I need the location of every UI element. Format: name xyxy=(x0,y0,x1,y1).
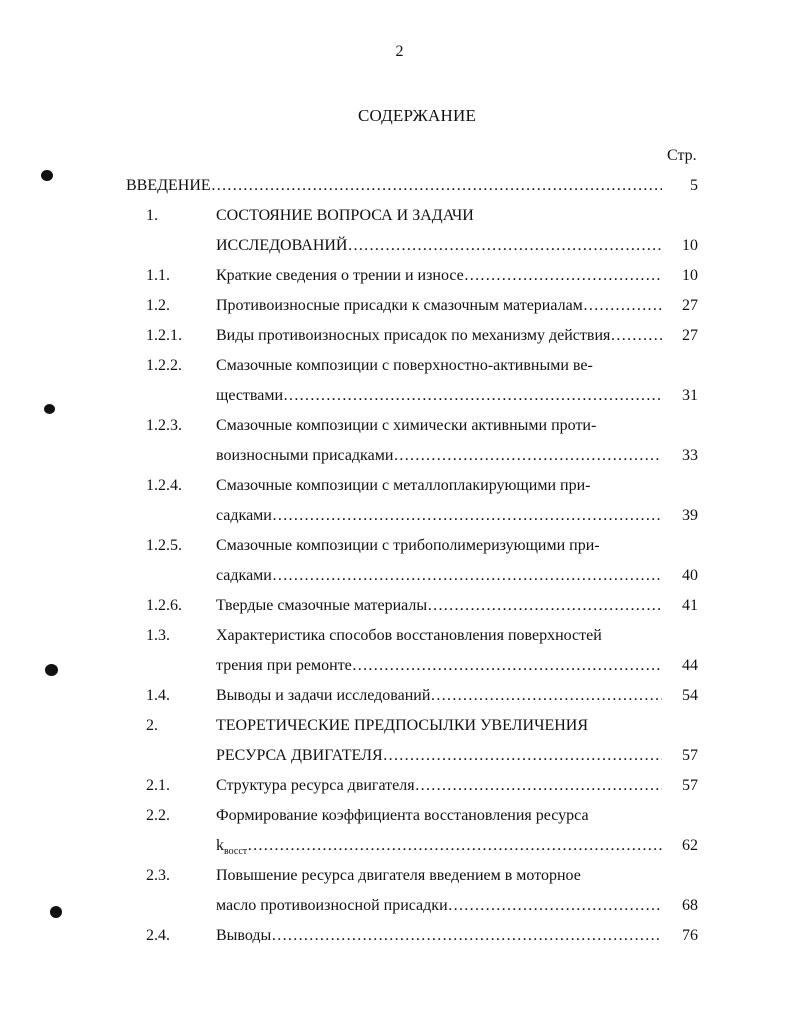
toc-entry-title: Формирование коэффициента восстановления ресурса xyxy=(216,807,589,824)
toc-entry-text: ществами xyxy=(216,387,284,404)
toc-entry-page: 62 xyxy=(682,837,698,854)
toc-entry-text: Противоизносные присадки к смазочным материалам xyxy=(216,297,583,314)
toc-entry-text: Выводы и задачи исследований xyxy=(216,687,431,704)
toc-entry-title xyxy=(216,656,662,676)
toc-entry-text: Виды противоизносных присадок по механизму действия xyxy=(216,327,611,344)
dot-leader xyxy=(448,896,662,916)
toc-entry-page: 41 xyxy=(682,597,698,614)
toc-entry-title xyxy=(216,326,662,346)
scan-speck xyxy=(50,906,62,918)
page-number: 2 xyxy=(395,43,404,60)
dot-leader xyxy=(427,596,662,616)
toc-entry-number: 1.2.6. xyxy=(146,597,182,614)
toc-entry-text: $k_{восст}$ xyxy=(216,837,248,858)
toc-entry-number: 1. xyxy=(146,207,158,224)
toc-entry-page: 57 xyxy=(682,747,698,764)
toc-entry-number: 1.3. xyxy=(146,627,170,644)
dot-leader xyxy=(430,686,662,706)
toc-entry-text: ИССЛЕДОВАНИЙ xyxy=(216,237,348,254)
toc-entry-title xyxy=(216,896,662,916)
toc-entry-title xyxy=(216,776,662,796)
toc-entry-number: 1.2.2. xyxy=(146,357,182,374)
toc-entry-page: 10 xyxy=(682,267,698,284)
toc-entry-number: 2.4. xyxy=(146,927,170,944)
toc-entry-page: 76 xyxy=(682,927,698,944)
dot-leader xyxy=(283,386,662,406)
dot-leader xyxy=(383,746,662,766)
toc-entry-title xyxy=(216,836,662,862)
toc-entry-page: 5 xyxy=(690,177,698,194)
toc-entry-page: 27 xyxy=(682,327,698,344)
toc-entry-text: воизносными присадками xyxy=(216,447,394,464)
scan-speck xyxy=(44,404,55,414)
toc-entry-title: Повышение ресурса двигателя введением в моторное xyxy=(216,867,581,884)
toc-entry-title: Смазочные композиции с химически активными проти- xyxy=(216,417,597,434)
toc-entry-text: садками xyxy=(216,567,272,584)
toc-entry-title xyxy=(216,566,662,586)
dot-leader xyxy=(272,566,662,586)
toc-entry-text: Краткие сведения о трении и износе xyxy=(216,267,464,284)
toc-entry-number: 1.2.4. xyxy=(146,477,182,494)
dot-leader xyxy=(464,266,662,286)
dot-leader xyxy=(211,176,662,196)
toc-entry-page: 33 xyxy=(682,447,698,464)
toc-entry-title xyxy=(216,236,662,256)
toc-entry-text: масло противоизносной присадки xyxy=(216,897,448,914)
dot-leader xyxy=(272,506,662,526)
toc-entry-title xyxy=(216,266,662,286)
scan-speck xyxy=(41,170,53,181)
toc-entry-text: Структура ресурса двигателя xyxy=(216,777,415,794)
toc-entry-number: 2.3. xyxy=(146,867,170,884)
toc-entry-subscript: восст xyxy=(224,846,248,858)
page-title: СОДЕРЖАНИЕ xyxy=(357,106,477,125)
toc-entry-page: 31 xyxy=(682,387,698,404)
dot-leader xyxy=(247,836,662,856)
toc-entry-title xyxy=(216,686,662,706)
dot-leader xyxy=(271,926,662,946)
toc-entry-title: СОСТОЯНИЕ ВОПРОСА И ЗАДАЧИ xyxy=(216,207,474,224)
toc-entry-number: 1.2.3. xyxy=(146,417,182,434)
dot-leader xyxy=(347,236,662,256)
toc-entry-page: 44 xyxy=(682,657,698,674)
toc-entry-title xyxy=(216,746,662,766)
toc-entry-number: 1.1. xyxy=(146,267,170,284)
toc-entry-title xyxy=(216,926,662,946)
dot-leader xyxy=(610,326,662,346)
toc-entry-page: 27 xyxy=(682,297,698,314)
toc-entry-number: 1.2.1. xyxy=(146,327,182,344)
toc-entry-number: 2.1. xyxy=(146,777,170,794)
toc-entry-page: 68 xyxy=(682,897,698,914)
toc-entry-number: 1.2. xyxy=(146,297,170,314)
toc-entry-text: садками xyxy=(216,507,272,524)
toc-entry-title: Смазочные композиции с металлоплакирующими при- xyxy=(216,477,591,494)
toc-entry-text: Выводы xyxy=(216,927,272,944)
dot-leader xyxy=(352,656,662,676)
scan-speck xyxy=(45,664,58,676)
toc-entry-text: трения при ремонте xyxy=(216,657,352,674)
toc-entry-page: 10 xyxy=(682,237,698,254)
toc-entry-title xyxy=(126,176,662,196)
page-column-label: Стр. xyxy=(667,147,697,164)
toc-entry-title: ТЕОРЕТИЧЕСКИЕ ПРЕДПОСЫЛКИ УВЕЛИЧЕНИЯ xyxy=(216,717,589,734)
toc-entry-title: Характеристика способов восстановления поверхностей xyxy=(216,627,602,644)
toc-entry-title: Смазочные композиции с поверхностно-активными ве- xyxy=(216,357,593,374)
toc-entry-text: ВВЕДЕНИЕ xyxy=(126,177,211,194)
toc-entry-number: 2.2. xyxy=(146,807,170,824)
dot-leader xyxy=(393,446,662,466)
toc-entry-title xyxy=(216,296,662,316)
toc-entry-number: 2. xyxy=(146,717,158,734)
toc-entry-title: Смазочные композиции с трибополимеризующими при- xyxy=(216,537,600,554)
toc-entry-title xyxy=(216,596,662,616)
toc-entry-title xyxy=(216,386,662,406)
toc-entry-number: 1.4. xyxy=(146,687,170,704)
dot-leader xyxy=(415,776,662,796)
toc-entry-page: 54 xyxy=(682,687,698,704)
toc-entry-page: 39 xyxy=(682,507,698,524)
toc-entry-text: Твердые смазочные материалы xyxy=(216,597,428,614)
toc-entry-page: 40 xyxy=(682,567,698,584)
toc-entry-title xyxy=(216,506,662,526)
toc-entry-page: 57 xyxy=(682,777,698,794)
dot-leader xyxy=(583,296,662,316)
toc-entry-number: 1.2.5. xyxy=(146,537,182,554)
toc-entry-text: РЕСУРСА ДВИГАТЕЛЯ xyxy=(216,747,383,764)
toc-entry-title xyxy=(216,446,662,466)
